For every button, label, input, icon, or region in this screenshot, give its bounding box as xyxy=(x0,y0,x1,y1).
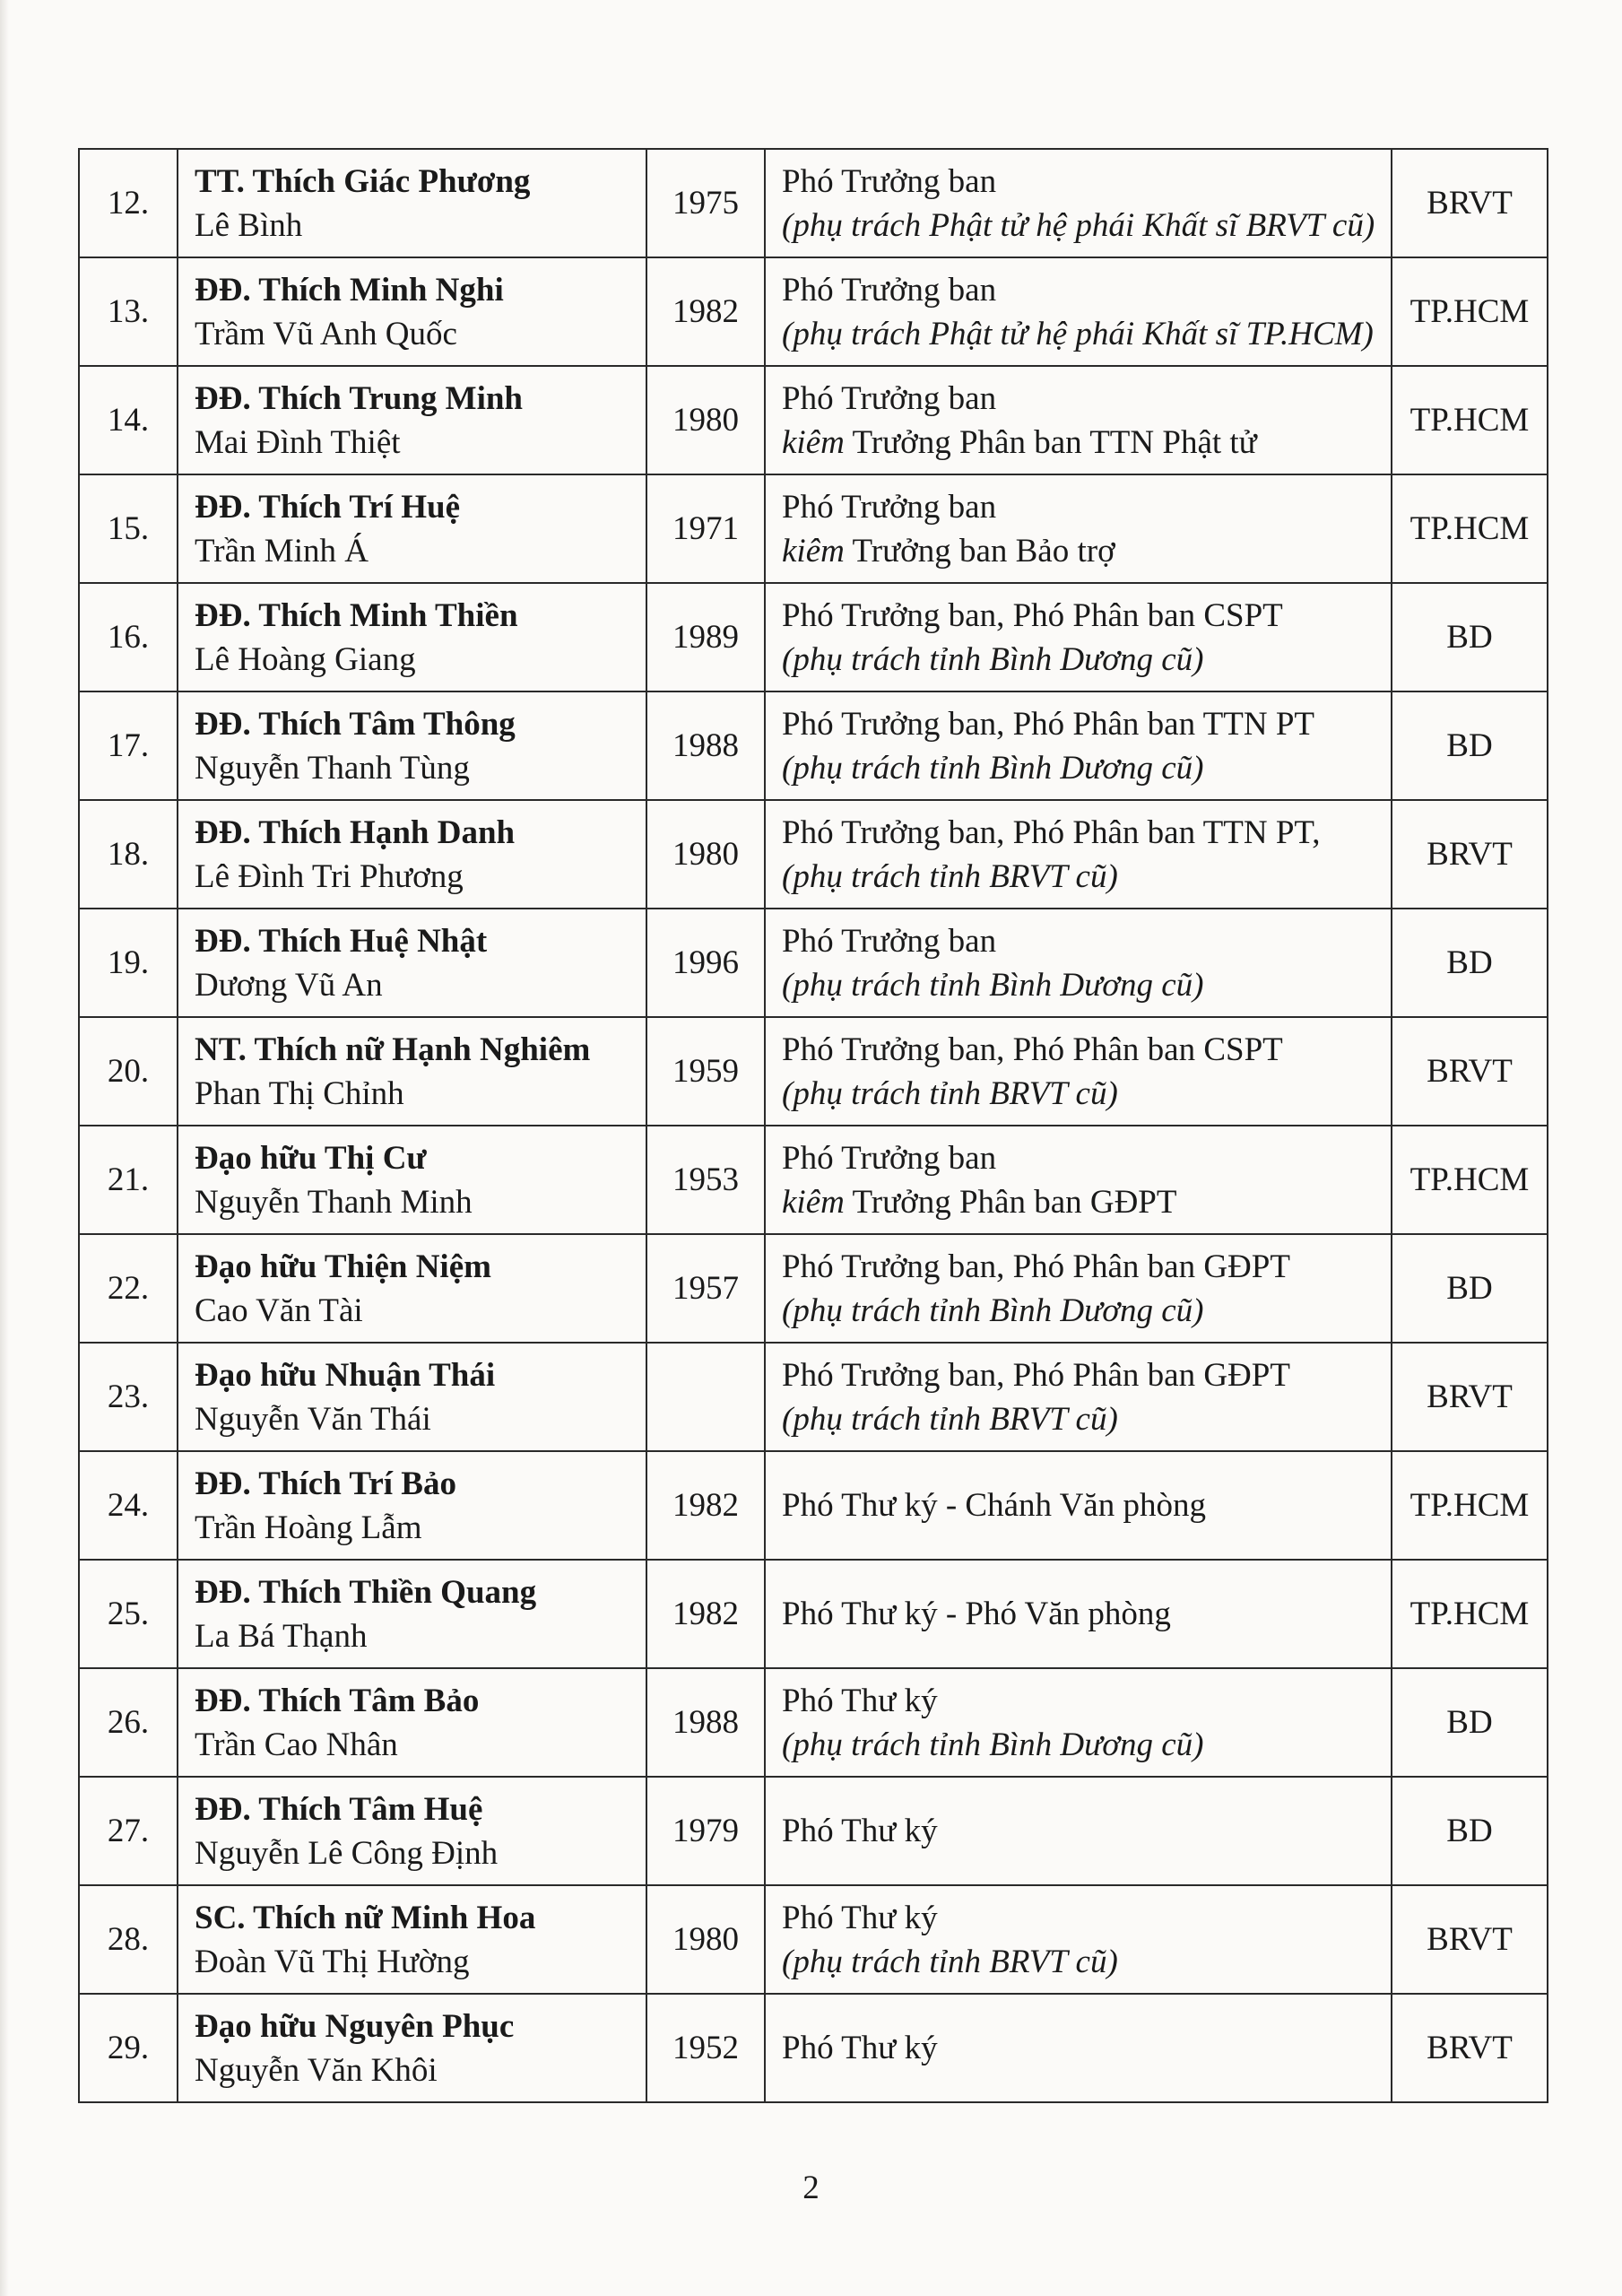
position-title: Phó Thư ký xyxy=(782,1813,938,1849)
dharma-name: Đạo hữu Thị Cư xyxy=(195,1139,427,1177)
area-cell: BRVT xyxy=(1392,1017,1548,1126)
position-cell xyxy=(765,1343,1392,1451)
position-title: Phó Thư ký xyxy=(782,1899,938,1936)
position-title: Phó Thư ký - Phó Văn phòng xyxy=(782,1596,1171,1632)
dharma-name: ĐĐ. Thích Huệ Nhật xyxy=(195,922,488,960)
lay-name: Nguyễn Thanh Minh xyxy=(195,1183,473,1221)
dharma-name: ĐĐ. Thích Minh Thiền xyxy=(195,596,518,634)
lay-name: Trần Cao Nhân xyxy=(195,1726,398,1763)
member-name-cell xyxy=(178,583,646,691)
position-note xyxy=(782,746,1391,790)
row-number: 16. xyxy=(79,583,178,691)
row-number: 29. xyxy=(79,1994,178,2102)
position-title: Phó Trưởng ban xyxy=(782,162,997,200)
table-row xyxy=(79,1560,1548,1668)
birth-year xyxy=(646,1343,765,1451)
lay-name: Phan Thị Chỉnh xyxy=(195,1074,404,1112)
dharma-name: TT. Thích Giác Phương xyxy=(195,162,531,200)
birth-year: 1980 xyxy=(646,366,765,474)
lay-name: Trần Hoàng Lẫm xyxy=(195,1509,422,1546)
area-cell: TP.HCM xyxy=(1392,1451,1548,1560)
position-cell xyxy=(765,149,1392,257)
scan-edge-shadow xyxy=(0,0,9,2296)
area-cell: TP.HCM xyxy=(1392,366,1548,474)
area-cell: BD xyxy=(1392,909,1548,1017)
lay-name: Trần Minh Á xyxy=(195,532,369,570)
member-name-cell xyxy=(178,1994,646,2102)
position-title: Phó Thư ký xyxy=(782,2030,938,2066)
row-number: 14. xyxy=(79,366,178,474)
birth-year: 1975 xyxy=(646,149,765,257)
lay-name: Dương Vũ An xyxy=(195,966,383,1004)
note-text: (phụ trách Phật tử hệ phái Khất sĩ BRVT cũ) xyxy=(782,206,1375,244)
dharma-name: ĐĐ. Thích Tâm Bảo xyxy=(195,1682,480,1719)
member-name-cell xyxy=(178,691,646,800)
row-number: 25. xyxy=(79,1560,178,1668)
area-cell: BRVT xyxy=(1392,800,1548,909)
lay-name: Lê Hoàng Giang xyxy=(195,640,416,678)
position-cell xyxy=(765,1885,1392,1994)
note-text: (phụ trách tỉnh Bình Dương cũ) xyxy=(782,1292,1204,1329)
position-note xyxy=(782,1723,1391,1767)
note-prefix: kiêm xyxy=(782,1183,845,1221)
note-text: (phụ trách tỉnh Bình Dương cũ) xyxy=(782,966,1204,1004)
position-cell xyxy=(765,1668,1392,1777)
area-cell: BD xyxy=(1392,1668,1548,1777)
page-number: 2 xyxy=(802,2170,820,2206)
position-cell xyxy=(765,1126,1392,1234)
dharma-name: ĐĐ. Thích Tâm Thông xyxy=(195,705,516,743)
position-title: Phó Trưởng ban, Phó Phân ban CSPT xyxy=(782,1031,1283,1068)
position-title: Phó Thư ký xyxy=(782,1682,938,1719)
row-number: 23. xyxy=(79,1343,178,1451)
birth-year: 1979 xyxy=(646,1777,765,1885)
row-number: 28. xyxy=(79,1885,178,1994)
member-name-cell xyxy=(178,1451,646,1560)
table-row xyxy=(79,1451,1548,1560)
position-cell xyxy=(765,1017,1392,1126)
dharma-name: ĐĐ. Thích Hạnh Danh xyxy=(195,813,516,851)
note-prefix: kiêm xyxy=(782,532,845,570)
note-text: (phụ trách tỉnh BRVT cũ) xyxy=(782,857,1118,895)
birth-year: 1996 xyxy=(646,909,765,1017)
row-number: 22. xyxy=(79,1234,178,1343)
dharma-name: Đạo hữu Thiện Niệm xyxy=(195,1248,491,1285)
table-row xyxy=(79,1668,1548,1777)
position-title: Phó Trưởng ban xyxy=(782,1139,997,1177)
member-name-cell xyxy=(178,1560,646,1668)
member-name-cell xyxy=(178,1668,646,1777)
member-name-cell xyxy=(178,1126,646,1234)
position-title: Phó Trưởng ban, Phó Phân ban GĐPT xyxy=(782,1248,1290,1285)
position-title: Phó Trưởng ban, Phó Phân ban CSPT xyxy=(782,596,1283,634)
position-cell xyxy=(765,1234,1392,1343)
lay-name: Nguyễn Lê Công Định xyxy=(195,1834,499,1872)
table-row xyxy=(79,583,1548,691)
position-note xyxy=(782,963,1391,1007)
birth-year: 1980 xyxy=(646,800,765,909)
table-row xyxy=(79,909,1548,1017)
position-title: Phó Trưởng ban, Phó Phân ban TTN PT xyxy=(782,705,1315,743)
position-title: Phó Trưởng ban xyxy=(782,488,997,526)
member-name-cell xyxy=(178,1777,646,1885)
birth-year: 1952 xyxy=(646,1994,765,2102)
position-cell xyxy=(765,366,1392,474)
area-cell: BD xyxy=(1392,1777,1548,1885)
position-title: Phó Trưởng ban, Phó Phân ban TTN PT, xyxy=(782,813,1321,851)
position-note xyxy=(782,529,1391,573)
member-name-cell xyxy=(178,474,646,583)
member-name-cell xyxy=(178,149,646,257)
lay-name: Đoàn Vũ Thị Hường xyxy=(195,1943,470,1980)
position-note xyxy=(782,312,1391,356)
position-cell xyxy=(765,1777,1392,1885)
table-row xyxy=(79,1126,1548,1234)
note-text: (phụ trách tỉnh Bình Dương cũ) xyxy=(782,749,1204,787)
area-cell: BRVT xyxy=(1392,1885,1548,1994)
position-note xyxy=(782,1940,1391,1984)
position-title: Phó Trưởng ban, Phó Phân ban GĐPT xyxy=(782,1356,1290,1394)
position-title: Phó Trưởng ban xyxy=(782,271,997,309)
lay-name: La Bá Thạnh xyxy=(195,1617,368,1655)
birth-year: 1988 xyxy=(646,1668,765,1777)
note-text: (phụ trách Phật tử hệ phái Khất sĩ TP.HCM) xyxy=(782,315,1374,352)
table-row xyxy=(79,1017,1548,1126)
table-row xyxy=(79,474,1548,583)
dharma-name: ĐĐ. Thích Tâm Huệ xyxy=(195,1790,483,1828)
table-row xyxy=(79,1777,1548,1885)
dharma-name: ĐĐ. Thích Trí Huệ xyxy=(195,488,461,526)
row-number: 17. xyxy=(79,691,178,800)
table-row xyxy=(79,1885,1548,1994)
table-row xyxy=(79,800,1548,909)
birth-year: 1971 xyxy=(646,474,765,583)
position-cell xyxy=(765,474,1392,583)
area-cell: BRVT xyxy=(1392,149,1548,257)
position-note xyxy=(782,1289,1391,1333)
position-cell xyxy=(765,1451,1392,1560)
lay-name: Nguyễn Văn Thái xyxy=(195,1400,431,1438)
area-cell: BRVT xyxy=(1392,1343,1548,1451)
area-cell: BD xyxy=(1392,1234,1548,1343)
position-note xyxy=(782,1072,1391,1116)
birth-year: 1982 xyxy=(646,257,765,366)
row-number: 26. xyxy=(79,1668,178,1777)
birth-year: 1989 xyxy=(646,583,765,691)
position-cell xyxy=(765,691,1392,800)
note-text: (phụ trách tỉnh BRVT cũ) xyxy=(782,1943,1118,1980)
table-row xyxy=(79,1234,1548,1343)
table-row xyxy=(79,257,1548,366)
dharma-name: Đạo hữu Nguyên Phục xyxy=(195,2007,515,2045)
lay-name: Mai Đình Thiệt xyxy=(195,423,401,461)
row-number: 21. xyxy=(79,1126,178,1234)
birth-year: 1980 xyxy=(646,1885,765,1994)
note-text: (phụ trách tỉnh BRVT cũ) xyxy=(782,1074,1118,1112)
note-text: Trưởng Phân ban GĐPT xyxy=(852,1183,1177,1221)
member-name-cell xyxy=(178,1017,646,1126)
position-cell xyxy=(765,1560,1392,1668)
row-number: 20. xyxy=(79,1017,178,1126)
lay-name: Nguyễn Văn Khôi xyxy=(195,2051,438,2089)
area-cell: TP.HCM xyxy=(1392,1560,1548,1668)
birth-year: 1982 xyxy=(646,1451,765,1560)
table-row xyxy=(79,691,1548,800)
note-text: (phụ trách tỉnh Bình Dương cũ) xyxy=(782,640,1204,678)
member-name-cell xyxy=(178,366,646,474)
roster-body xyxy=(79,149,1548,2102)
position-note xyxy=(782,1397,1391,1441)
area-cell: TP.HCM xyxy=(1392,257,1548,366)
position-note xyxy=(782,204,1391,248)
note-text: Trưởng ban Bảo trợ xyxy=(852,532,1115,570)
member-name-cell xyxy=(178,257,646,366)
lay-name: Nguyễn Thanh Tùng xyxy=(195,749,470,787)
table-row xyxy=(79,366,1548,474)
note-prefix: kiêm xyxy=(782,423,845,461)
position-title: Phó Trưởng ban xyxy=(782,379,997,417)
area-cell: TP.HCM xyxy=(1392,474,1548,583)
lay-name: Lê Bình xyxy=(195,206,303,244)
lay-name: Cao Văn Tài xyxy=(195,1292,363,1329)
member-name-cell xyxy=(178,800,646,909)
table-row xyxy=(79,1994,1548,2102)
position-cell xyxy=(765,583,1392,691)
member-name-cell xyxy=(178,1343,646,1451)
dharma-name: Đạo hữu Nhuận Thái xyxy=(195,1356,496,1394)
row-number: 19. xyxy=(79,909,178,1017)
dharma-name: SC. Thích nữ Minh Hoa xyxy=(195,1899,536,1936)
dharma-name: ĐĐ. Thích Trí Bảo xyxy=(195,1465,456,1502)
member-name-cell xyxy=(178,1234,646,1343)
birth-year: 1953 xyxy=(646,1126,765,1234)
dharma-name: ĐĐ. Thích Minh Nghi xyxy=(195,271,504,309)
row-number: 27. xyxy=(79,1777,178,1885)
row-number: 12. xyxy=(79,149,178,257)
note-text: Trưởng Phân ban TTN Phật tử xyxy=(852,423,1257,461)
dharma-name: ĐĐ. Thích Trung Minh xyxy=(195,379,524,417)
row-number: 18. xyxy=(79,800,178,909)
row-number: 15. xyxy=(79,474,178,583)
position-cell xyxy=(765,909,1392,1017)
note-text: (phụ trách tỉnh Bình Dương cũ) xyxy=(782,1726,1204,1763)
area-cell: BD xyxy=(1392,691,1548,800)
table-row xyxy=(79,149,1548,257)
position-cell xyxy=(765,257,1392,366)
table-row xyxy=(79,1343,1548,1451)
member-roster-table xyxy=(78,148,1548,2103)
birth-year: 1988 xyxy=(646,691,765,800)
birth-year: 1957 xyxy=(646,1234,765,1343)
area-cell: TP.HCM xyxy=(1392,1126,1548,1234)
position-cell xyxy=(765,1994,1392,2102)
lay-name: Lê Đình Tri Phương xyxy=(195,857,464,895)
area-cell: BRVT xyxy=(1392,1994,1548,2102)
row-number: 13. xyxy=(79,257,178,366)
lay-name: Trầm Vũ Anh Quốc xyxy=(195,315,457,352)
row-number: 24. xyxy=(79,1451,178,1560)
position-note xyxy=(782,421,1391,465)
member-name-cell xyxy=(178,1885,646,1994)
position-note xyxy=(782,855,1391,899)
note-text: (phụ trách tỉnh BRVT cũ) xyxy=(782,1400,1118,1438)
position-note xyxy=(782,638,1391,682)
position-title: Phó Thư ký - Chánh Văn phòng xyxy=(782,1487,1206,1524)
member-name-cell xyxy=(178,909,646,1017)
dharma-name: ĐĐ. Thích Thiền Quang xyxy=(195,1573,537,1611)
area-cell: BD xyxy=(1392,583,1548,691)
dharma-name: NT. Thích nữ Hạnh Nghiêm xyxy=(195,1031,591,1068)
birth-year: 1982 xyxy=(646,1560,765,1668)
position-title: Phó Trưởng ban xyxy=(782,922,997,960)
birth-year: 1959 xyxy=(646,1017,765,1126)
position-cell xyxy=(765,800,1392,909)
position-note xyxy=(782,1180,1391,1224)
